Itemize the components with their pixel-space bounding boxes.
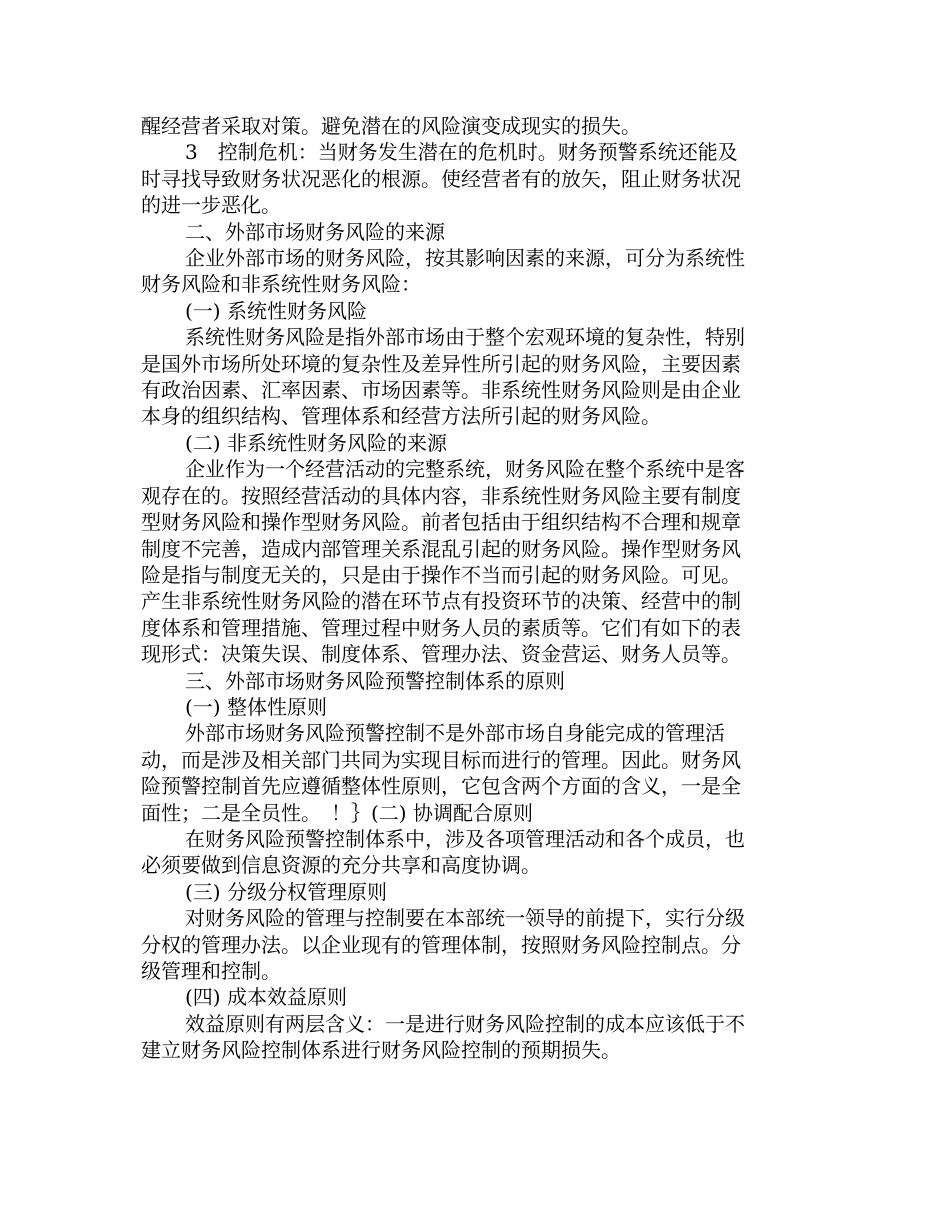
subsection-heading: (三) 分级分权管理原则 [185, 879, 387, 904]
paragraph: 企业作为一个经营活动的完整系统，财务风险在整个系统中是客观存在的。按照经营活动的具体内容，非系统性财务风险主要有制度型财务风险和操作型财务风险。前者包括由于组织结构不合理和规章制度不完善，造成内部管理关系混乱引起的财务风险。操作型财务风险是指与制度无关的，只是由于操作不当而引起的财务风险。可见。产生非系统性财务风险的潜在环节点有投资环节的决策、经营中的制度体系和管理措施、管理过程中财务人员的素质等。它们有如下的表现形式：决策失误、制度体系、管理办法、资金营运、财务人员等。 [141, 457, 745, 667]
paragraph: 醒经营者采取对策。避免潜在的风险演变成现实的损失。 [141, 114, 641, 138]
subsection-heading: (四) 成本效益原则 [185, 985, 347, 1010]
paragraph: 系统性财务风险是指外部市场由于整个宏观环境的复杂性，特别是国外市场所处环境的复杂性及差异性所引起的财务风险，主要因素有政治因素、汇率因素、市场因素等。非系统性财务风险则是由企业本身的组织结构、管理体系和经营方法所引起的财务风险。 [141, 325, 745, 429]
section-heading: 二、外部市场财务风险的来源 [185, 219, 445, 244]
subsection-heading: (二) 非系统性财务风险的来源 [185, 430, 447, 455]
paragraph: 3 控制危机：当财务发生潜在的危机时。财务预警系统还能及时寻找导致财务状况恶化的根源。使经营者有的放矢，阻止财务状况的进一步恶化。 [141, 140, 741, 218]
paragraph: 在财务风险预警控制体系中，涉及各项管理活动和各个成员，也必须要做到信息资源的充分共享和高度协调。 [141, 826, 745, 878]
paragraph: 外部市场财务风险预警控制不是外部市场自身能完成的管理活动，而是涉及相关部门共同为实现目标而进行的管理。因此。财务风险预警控制首先应遵循整体性原则，它包含两个方面的含义，一是全面性；二是全员性。 ！｝(二) 协调配合原则 [141, 721, 741, 825]
subsection-heading: (一) 整体性原则 [185, 694, 327, 719]
paragraph: 效益原则有两层含义：一是进行财务风险控制的成本应该低于不建立财务风险控制体系进行财务风险控制的预期损失。 [141, 1011, 745, 1063]
subsection-heading: (一) 系统性财务风险 [185, 298, 367, 323]
paragraph: 对财务风险的管理与控制要在本部统一领导的前提下，实行分级分权的管理办法。以企业现有的管理体制，按照财务风险控制点。分级管理和控制。 [141, 906, 745, 983]
section-heading: 三、外部市场财务风险预警控制体系的原则 [185, 668, 565, 693]
paragraph: 企业外部市场的财务风险，按其影响因素的来源，可分为系统性财务风险和非系统性财务风险： [141, 246, 745, 297]
body-text [141, 113, 751, 1064]
